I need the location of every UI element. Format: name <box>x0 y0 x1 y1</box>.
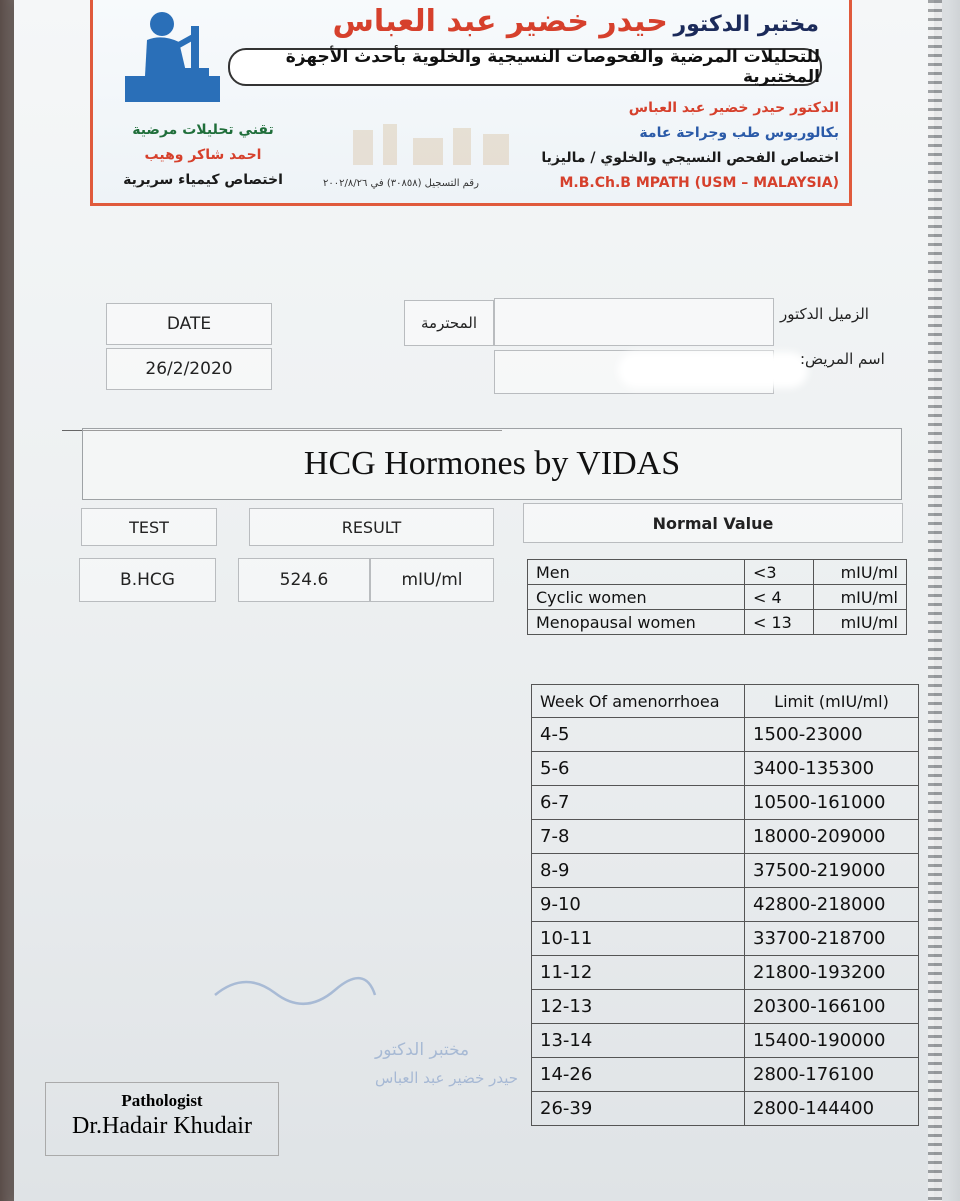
limit-cell: 10500-161000 <box>745 786 919 820</box>
limit-cell: 2800-144400 <box>745 1092 919 1126</box>
date-label: DATE <box>106 303 272 345</box>
result-unit-cell: mIU/ml <box>370 558 494 602</box>
limit-column-header: Limit (mIU/ml) <box>745 685 919 718</box>
stamp-line-2: حيدر خضير عبد العباس <box>375 1069 519 1087</box>
lab-stamp <box>205 965 519 1095</box>
normal-value-unit: mIU/ml <box>814 560 907 585</box>
normal-value-unit: mIU/ml <box>814 610 907 635</box>
week-cell: 4-5 <box>532 718 745 752</box>
colleague-label: الزميل الدكتور <box>780 305 869 323</box>
week-cell: 9-10 <box>532 888 745 922</box>
respected-label: المحترمة <box>404 300 494 346</box>
report-title: HCG Hormones by VIDAS <box>82 428 902 500</box>
week-cell: 5-6 <box>532 752 745 786</box>
normal-value-limit: < 13 <box>745 610 814 635</box>
date-value: 26/2/2020 <box>106 348 272 390</box>
week-column-header: Week Of amenorrhoea <box>532 685 745 718</box>
technician-name: احمد شاكر وهيب <box>144 147 262 163</box>
pregnancy-table-row <box>532 718 919 752</box>
limit-cell: 3400-135300 <box>745 752 919 786</box>
normal-value-limit: < 4 <box>745 585 814 610</box>
pathologist-signature-box <box>45 1082 279 1156</box>
lab-tagline: للتحليلات المرضية والفحوصات النسيجية والخلوية بأحدث الأجهزة المختبرية <box>228 48 822 86</box>
doctor-degree: بكالوريوس طب وجراحة عامة <box>639 125 839 141</box>
pregnancy-table-row <box>532 956 919 990</box>
registration-number: رقم التسجيل (٣٠٨٥٨) في ٢٠٠٢/٨/٢٦ <box>323 178 479 189</box>
normal-value-unit: mIU/ml <box>814 585 907 610</box>
limit-cell: 2800-176100 <box>745 1058 919 1092</box>
patient-name-redaction <box>618 352 808 388</box>
pregnancy-table-header-row <box>532 685 919 718</box>
pregnancy-table-row <box>532 990 919 1024</box>
limit-cell: 42800-218000 <box>745 888 919 922</box>
pathologist-role: Pathologist <box>121 1091 203 1110</box>
limit-cell: 20300-166100 <box>745 990 919 1024</box>
technician-title: تقني تحليلات مرضية <box>132 122 274 138</box>
microscope-scientist-logo <box>117 6 227 106</box>
sheet-protector-binding <box>928 0 942 1201</box>
lab-title-prefix: مختبر الدكتور <box>673 12 819 37</box>
normal-value-group: Cyclic women <box>528 585 745 610</box>
normal-value-limit: <3 <box>745 560 814 585</box>
letterhead <box>90 0 852 206</box>
pregnancy-table-row <box>532 1092 919 1126</box>
normal-value-column-header: Normal Value <box>523 503 903 543</box>
lab-title-name: حيدر خضير عبد العباس <box>332 4 668 39</box>
limit-cell: 33700-218700 <box>745 922 919 956</box>
pregnancy-table-row <box>532 888 919 922</box>
pregnancy-table-row <box>532 922 919 956</box>
lab-title <box>333 4 819 39</box>
normal-value-row <box>528 585 907 610</box>
stamp-line-1: مختبر الدكتور <box>375 1040 470 1060</box>
week-cell: 8-9 <box>532 854 745 888</box>
week-cell: 13-14 <box>532 1024 745 1058</box>
week-cell: 12-13 <box>532 990 745 1024</box>
normal-values-table <box>527 559 907 635</box>
pregnancy-table-row <box>532 1024 919 1058</box>
week-cell: 6-7 <box>532 786 745 820</box>
limit-cell: 37500-219000 <box>745 854 919 888</box>
normal-value-group: Men <box>528 560 745 585</box>
result-column-header: RESULT <box>249 508 494 546</box>
pregnancy-limits-table <box>531 684 919 1126</box>
limit-cell: 21800-193200 <box>745 956 919 990</box>
week-cell: 7-8 <box>532 820 745 854</box>
pregnancy-table-row <box>532 1058 919 1092</box>
test-name-cell: B.HCG <box>79 558 216 602</box>
pregnancy-table-row <box>532 786 919 820</box>
limit-cell: 18000-209000 <box>745 820 919 854</box>
normal-value-row <box>528 560 907 585</box>
technician-info <box>113 118 293 193</box>
normal-value-group: Menopausal women <box>528 610 745 635</box>
pathologist-name: Dr.Hadair Khudair <box>72 1113 252 1139</box>
pregnancy-table-row <box>532 820 919 854</box>
result-value-cell: 524.6 <box>238 558 370 602</box>
patient-label: اسم المريض: <box>800 350 885 368</box>
doctor-credentials: M.B.Ch.B MPATH (USM – MALAYSIA) <box>559 175 839 191</box>
doctor-specialty: اختصاص الفحص النسيجي والخلوي / ماليزيا <box>541 150 839 166</box>
doctor-name: الدكتور حيدر خضير عبد العباس <box>628 100 839 116</box>
colleague-field <box>494 298 774 346</box>
pregnancy-table-row <box>532 854 919 888</box>
week-cell: 14-26 <box>532 1058 745 1092</box>
normal-value-row <box>528 610 907 635</box>
header-watermark-graphic <box>343 120 523 170</box>
doctor-info <box>509 96 839 196</box>
pregnancy-table-row <box>532 752 919 786</box>
test-column-header: TEST <box>81 508 217 546</box>
week-cell: 10-11 <box>532 922 745 956</box>
technician-specialty: اختصاص كيمياء سريرية <box>123 172 283 188</box>
week-cell: 11-12 <box>532 956 745 990</box>
week-cell: 26-39 <box>532 1092 745 1126</box>
limit-cell: 15400-190000 <box>745 1024 919 1058</box>
limit-cell: 1500-23000 <box>745 718 919 752</box>
